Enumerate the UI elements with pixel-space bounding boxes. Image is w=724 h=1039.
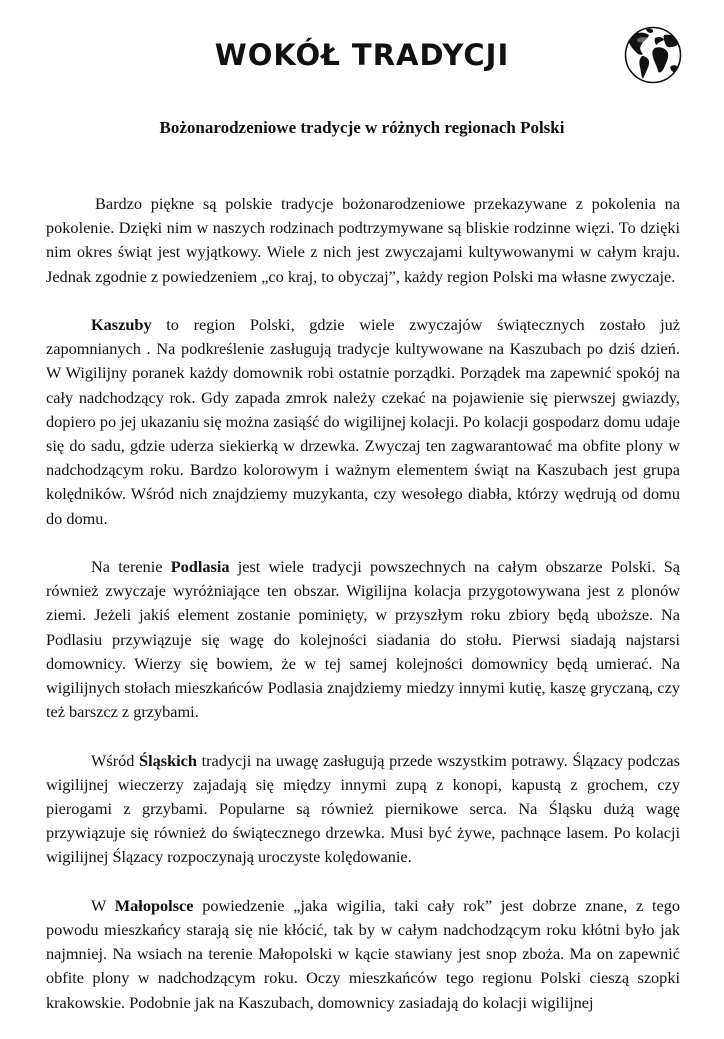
paragraph-text: Wśród bbox=[91, 750, 140, 770]
paragraph-intro bbox=[46, 192, 680, 289]
paragraph-text: tradycji na uwagę zasługują przede wszystkim potrawy. Ślązacy podczas wigilijnej wieczerzy zajadają się między innymi zupą z konopi, kapustą z grochem, czy pierogami z grzybami. Popularne są również piernikowe serca. Na Śląsku dużą wagę przywiązuje się również do świątecznego drzewka. Musi być żywe, pachnące lasem. Po kolacji wigilijnej Ślązacy rozpoczynają uroczyste kolędowanie. bbox=[46, 750, 680, 867]
paragraph-kaszuby bbox=[46, 313, 680, 531]
globe-icon bbox=[624, 26, 682, 84]
paragraph-text: Bardzo piękne są polskie tradycje bożonarodzeniowe przekazywane z pokolenia na pokolenie. Dzięki nim w naszych rodzinach podtrzymywane są bliskie rodzinne więzi. To dzięki nim okres świąt jest wyjątkowy. Wiele z nich jest zwyczajami kultywowanymi w całym kraju. Jednak zgodnie z powiedzeniem „co kraj, to obyczaj”, każdy region Polski ma własne zwyczaje. bbox=[46, 194, 680, 286]
paragraph-text: jest wiele tradycji powszechnych na całym obszarze Polski. Są również zwyczaje wyróżniające ten obszar. Wigilijna kolacja przygotowywana jest z plonów ziemi. Jeżeli jakiś element zostanie pominięty, w przyszłym roku zbiory będą uboższe. Na Podlasiu przywiązuje się wagę do kolejności siadania do stołu. Pierwsi siadają najstarsi domownicy. Wierzy się bowiem, że w tej samej kolejności domownicy będą umierać. Na wigilijnych stołach mieszkańców Podlasia znajdziemy miedzy innymi kutię, kaszę gryczaną, czy też barszcz z grzybami. bbox=[46, 557, 681, 722]
paragraph-slask bbox=[46, 749, 680, 870]
article-body bbox=[46, 192, 680, 1039]
article-subtitle: Bożonarodzeniowe tradycje w różnych regionach Polski bbox=[159, 118, 565, 137]
region-name: Małopolsce bbox=[114, 895, 194, 915]
paragraph-text: to region Polski, gdzie wiele zwyczajów świątecznych zostało już zapomnianych . Na podkreślenie zasługują tradycje kultywowane na Kaszubach po dziś dzień. W Wigilijny poranek każdy domownik robi ostatnie porządki. Porządek ma zapewnić spokój na cały nadchodzący rok. Gdy zapada zmrok należy czekać na pojawienie się pierwszej gwiazdy, dopiero po jej ukazaniu się można zasiąść do wigilijnej kolacji. Po kolacji gospodarz domu udaje się do sadu, gdzie uderza siekierką w drzewka. Zwyczaj ten zagwarantować ma obfite plony w nadchodzącym roku. Bardzo kolorowym i ważnym elementem świąt na Kaszubach jest grupa kolędników. Wśród nich znajdziemy muzykanta, czy wesołego diabła, którzy wędrują od domu do domu. bbox=[46, 315, 680, 528]
paragraph-text: W bbox=[91, 895, 115, 915]
paragraph-podlasie bbox=[46, 555, 680, 724]
paragraph-text: powiedzenie „jaka wigilia, taki cały rok” jest dobrze znane, z tego powodu mieszkańcy starają się nie kłócić, tak by w całym nadchodzącym roku kłótni było jak najmniej. Na wsiach na terenie Małopolski w kącie stawiany jest snop zboża. Ma on zapewnić obfite plony w nadchodzącym roku. Oczy mieszkańców tego regionu Polski cieszą szopki krakowskie. Podobnie jak na Kaszubach, domownicy zasiadają do kolacji wigilijnej bbox=[46, 895, 680, 1012]
region-name: Podlasia bbox=[170, 557, 230, 577]
region-name: Kaszuby bbox=[91, 315, 152, 334]
region-name: Śląskich bbox=[139, 750, 197, 770]
paragraph-malopolska bbox=[46, 894, 680, 1015]
paragraph-text: Na terenie bbox=[91, 557, 171, 577]
page-title: WOKÓŁ TRADYCJI bbox=[214, 38, 510, 72]
